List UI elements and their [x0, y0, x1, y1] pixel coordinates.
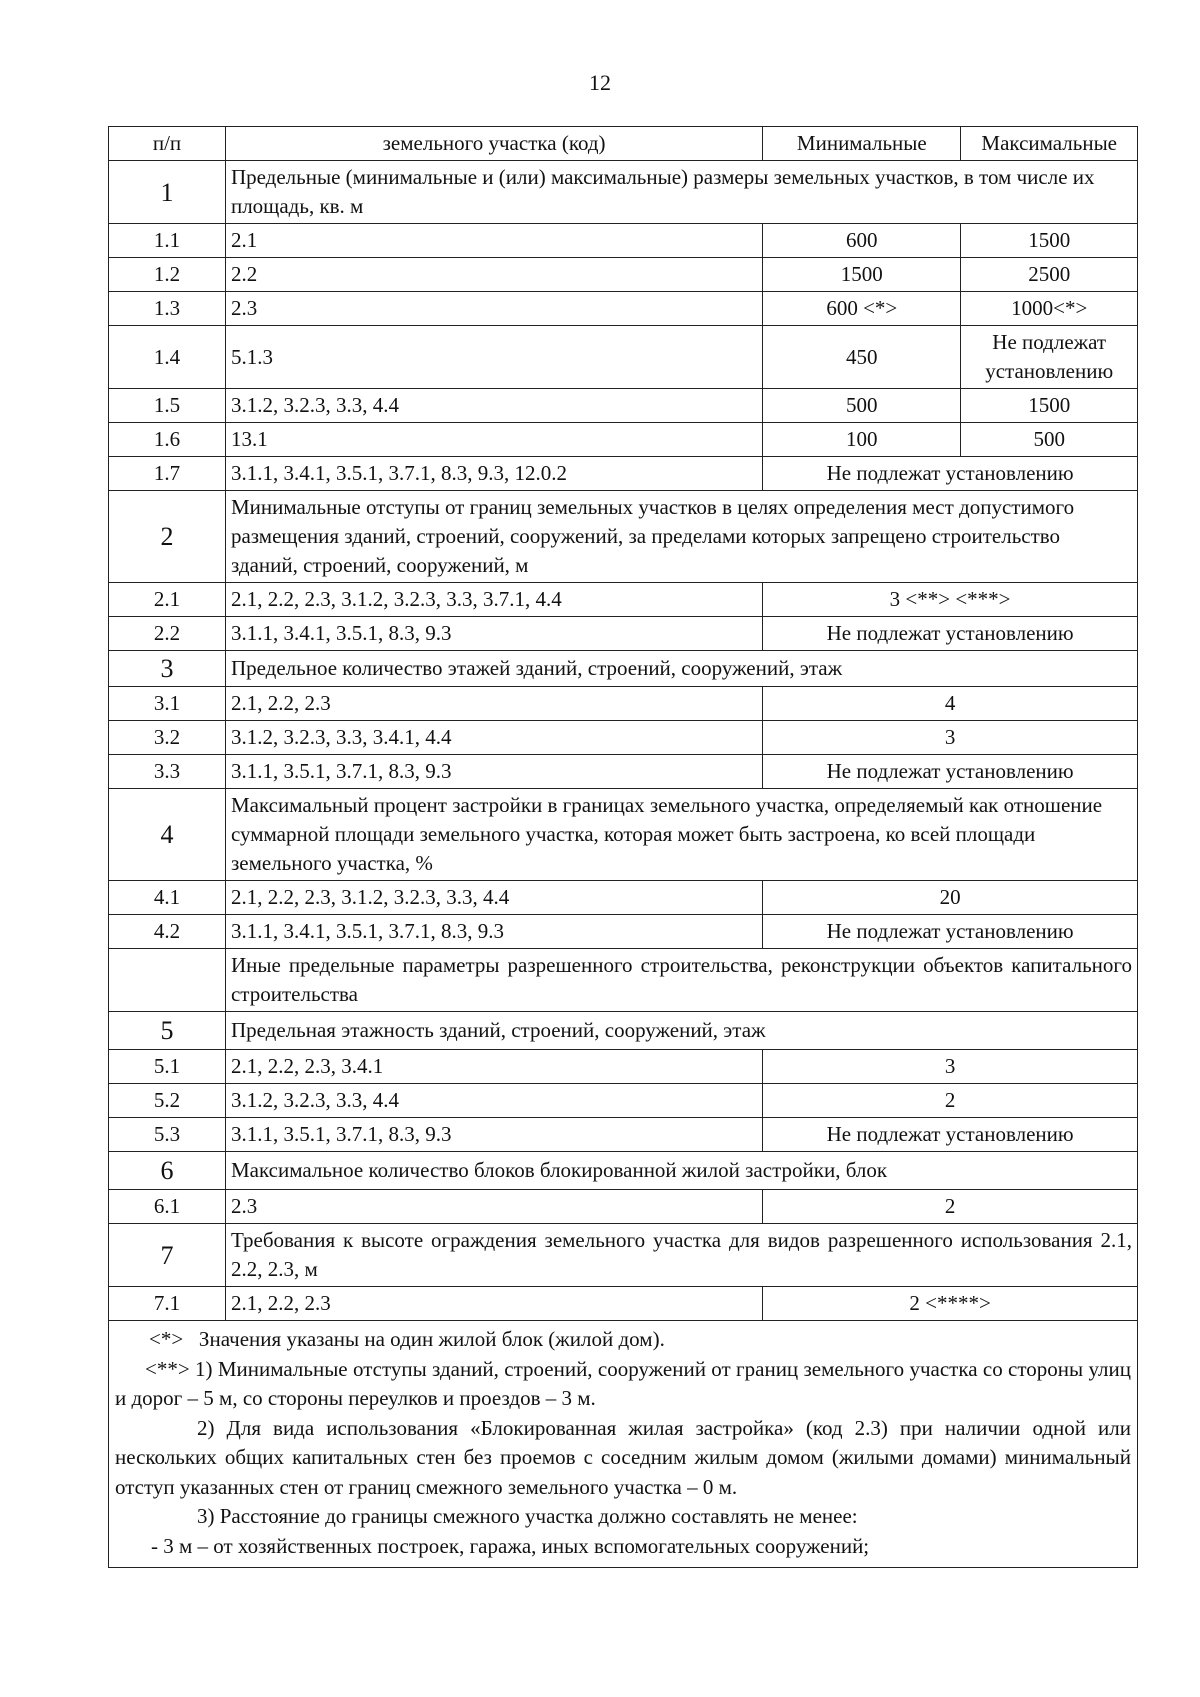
row-number: 5.1	[109, 1050, 226, 1084]
row-number: 1.4	[109, 326, 226, 389]
row-max: 1500	[961, 224, 1138, 258]
row-code: 3.1.1, 3.4.1, 3.5.1, 8.3, 9.3	[225, 617, 762, 651]
section-title: Иные предельные параметры разрешенного строительства, реконструкции объектов капитального строительства	[225, 949, 1137, 1012]
table-row	[109, 1050, 1138, 1084]
row-code: 3.1.2, 3.2.3, 3.3, 3.4.1, 4.4	[225, 721, 762, 755]
row-code: 2.1	[225, 224, 762, 258]
section-number: 6	[109, 1152, 226, 1190]
row-code: 2.1, 2.2, 2.3, 3.1.2, 3.2.3, 3.3, 3.7.1, 4.4	[225, 583, 762, 617]
row-value: 2	[763, 1084, 1138, 1118]
row-number: 1.7	[109, 457, 226, 491]
row-value: 3 <**> <***>	[763, 583, 1138, 617]
section-number: 3	[109, 651, 226, 687]
row-value: 20	[763, 881, 1138, 915]
table-row	[109, 915, 1138, 949]
row-number: 4.2	[109, 915, 226, 949]
table-row	[109, 583, 1138, 617]
table-row	[109, 292, 1138, 326]
section-title: Максимальное количество блоков блокированной жилой застройки, блок	[225, 1152, 1137, 1190]
row-code: 2.1, 2.2, 2.3	[225, 687, 762, 721]
table-row	[109, 617, 1138, 651]
row-value: 2	[763, 1190, 1138, 1224]
table-row	[109, 687, 1138, 721]
footnotes	[109, 1321, 1138, 1568]
row-value: 4	[763, 687, 1138, 721]
section-row	[109, 651, 1138, 687]
row-code: 3.1.2, 3.2.3, 3.3, 4.4	[225, 389, 762, 423]
section-title: Предельное количество этажей зданий, строений, сооружений, этаж	[225, 651, 1137, 687]
header-num: п/п	[109, 127, 226, 161]
notes-row	[109, 1321, 1138, 1568]
section-title: Максимальный процент застройки в границах земельного участка, определяемый как отношение суммарной площади земельного участка, которая может быть застроена, ко всей площади земельного участка, %	[225, 789, 1137, 881]
row-number: 7.1	[109, 1287, 226, 1321]
row-number: 2.1	[109, 583, 226, 617]
table-row	[109, 457, 1138, 491]
row-number: 1.5	[109, 389, 226, 423]
row-code: 3.1.1, 3.4.1, 3.5.1, 3.7.1, 8.3, 9.3	[225, 915, 762, 949]
row-value: Не подлежат установлению	[763, 617, 1138, 651]
row-min: 1500	[763, 258, 961, 292]
row-min: 100	[763, 423, 961, 457]
row-value: Не подлежат установлению	[763, 755, 1138, 789]
row-code: 5.1.3	[225, 326, 762, 389]
row-value: Не подлежат установлению	[763, 915, 1138, 949]
table-row	[109, 1084, 1138, 1118]
row-code: 3.1.1, 3.5.1, 3.7.1, 8.3, 9.3	[225, 1118, 762, 1152]
footnote-3: 2) Для вида использования «Блокированная жилая застройка» (код 2.3) при наличии одной или нескольких общих капитальных стен без проемов с соседним жилым домом (жилыми домами) минимальный отступ указанных стен от границ смежного земельного участка – 0 м.	[115, 1415, 1131, 1499]
row-value: Не подлежат установлению	[763, 1118, 1138, 1152]
row-number: 3.3	[109, 755, 226, 789]
section-row	[109, 1224, 1138, 1287]
row-min: 600	[763, 224, 961, 258]
row-number: 5.2	[109, 1084, 226, 1118]
table-row	[109, 326, 1138, 389]
row-min: 600 <*>	[763, 292, 961, 326]
table-row	[109, 755, 1138, 789]
row-value: 3	[763, 1050, 1138, 1084]
row-code: 3.1.1, 3.4.1, 3.5.1, 3.7.1, 8.3, 9.3, 12.0.2	[225, 457, 762, 491]
section-title: Предельная этажность зданий, строений, сооружений, этаж	[225, 1012, 1137, 1050]
row-min: 500	[763, 389, 961, 423]
row-max: Не подлежат установлению	[961, 326, 1138, 389]
section-title: Предельные (минимальные и (или) максимальные) размеры земельных участков, в том числе их площадь, кв. м	[225, 161, 1137, 224]
row-code: 2.1, 2.2, 2.3, 3.1.2, 3.2.3, 3.3, 4.4	[225, 881, 762, 915]
row-number: 3.1	[109, 687, 226, 721]
table-row	[109, 721, 1138, 755]
table-row	[109, 423, 1138, 457]
row-value: 2 <****>	[763, 1287, 1138, 1321]
row-number: 1.2	[109, 258, 226, 292]
row-min: 450	[763, 326, 961, 389]
page-number: 12	[589, 70, 611, 95]
row-number: 3.2	[109, 721, 226, 755]
table-row	[109, 258, 1138, 292]
table-row	[109, 389, 1138, 423]
row-code: 2.1, 2.2, 2.3, 3.4.1	[225, 1050, 762, 1084]
footnote-2: <**> 1) Минимальные отступы зданий, строений, сооружений от границ земельного участка со стороны улиц и дорог – 5 м, со стороны переулков и проездов – 3 м.	[115, 1356, 1131, 1410]
row-max: 1000<*>	[961, 292, 1138, 326]
section-number	[109, 949, 226, 1012]
section-number: 7	[109, 1224, 226, 1287]
section-number: 5	[109, 1012, 226, 1050]
section-title: Требования к высоте ограждения земельного участка для видов разрешенного использования 2.1, 2.2, 2.3, м	[225, 1224, 1137, 1287]
row-code: 3.1.1, 3.5.1, 3.7.1, 8.3, 9.3	[225, 755, 762, 789]
row-number: 1.1	[109, 224, 226, 258]
table-header-row	[109, 127, 1138, 161]
row-value: 3	[763, 721, 1138, 755]
section-row	[109, 1152, 1138, 1190]
section-row	[109, 161, 1138, 224]
footnote-1: <*> Значения указаны на один жилой блок (жилой дом).	[149, 1327, 665, 1351]
table-row	[109, 1118, 1138, 1152]
section-title: Минимальные отступы от границ земельных участков в целях определения мест допустимого размещения зданий, строений, сооружений, за пределами которых запрещено строительство зданий, строений, сооружений, м	[225, 491, 1137, 583]
table-row	[109, 1190, 1138, 1224]
table-row	[109, 881, 1138, 915]
footnote-5: - 3 м – от хозяйственных построек, гаража, иных вспомогательных сооружений;	[151, 1533, 870, 1558]
footnote-4: 3) Расстояние до границы смежного участка должно составлять не менее:	[197, 1504, 858, 1528]
row-value: Не подлежат установлению	[763, 457, 1138, 491]
row-number: 2.2	[109, 617, 226, 651]
row-number: 1.3	[109, 292, 226, 326]
row-code: 2.3	[225, 1190, 762, 1224]
section-row	[109, 949, 1138, 1012]
row-number: 4.1	[109, 881, 226, 915]
row-code: 13.1	[225, 423, 762, 457]
row-max: 500	[961, 423, 1138, 457]
row-number: 1.6	[109, 423, 226, 457]
row-code: 2.2	[225, 258, 762, 292]
row-code: 2.1, 2.2, 2.3	[225, 1287, 762, 1321]
row-number: 6.1	[109, 1190, 226, 1224]
row-max: 1500	[961, 389, 1138, 423]
header-min: Минимальные	[763, 127, 961, 161]
row-code: 3.1.2, 3.2.3, 3.3, 4.4	[225, 1084, 762, 1118]
table-row	[109, 1287, 1138, 1321]
row-max: 2500	[961, 258, 1138, 292]
section-row	[109, 789, 1138, 881]
section-row	[109, 1012, 1138, 1050]
header-max: Максимальные	[961, 127, 1138, 161]
section-number: 1	[109, 161, 226, 224]
section-number: 4	[109, 789, 226, 881]
section-number: 2	[109, 491, 226, 583]
header-code: земельного участка (код)	[225, 127, 762, 161]
table-row	[109, 224, 1138, 258]
row-number: 5.3	[109, 1118, 226, 1152]
land-parameters-table	[108, 126, 1138, 1568]
section-row	[109, 491, 1138, 583]
row-code: 2.3	[225, 292, 762, 326]
